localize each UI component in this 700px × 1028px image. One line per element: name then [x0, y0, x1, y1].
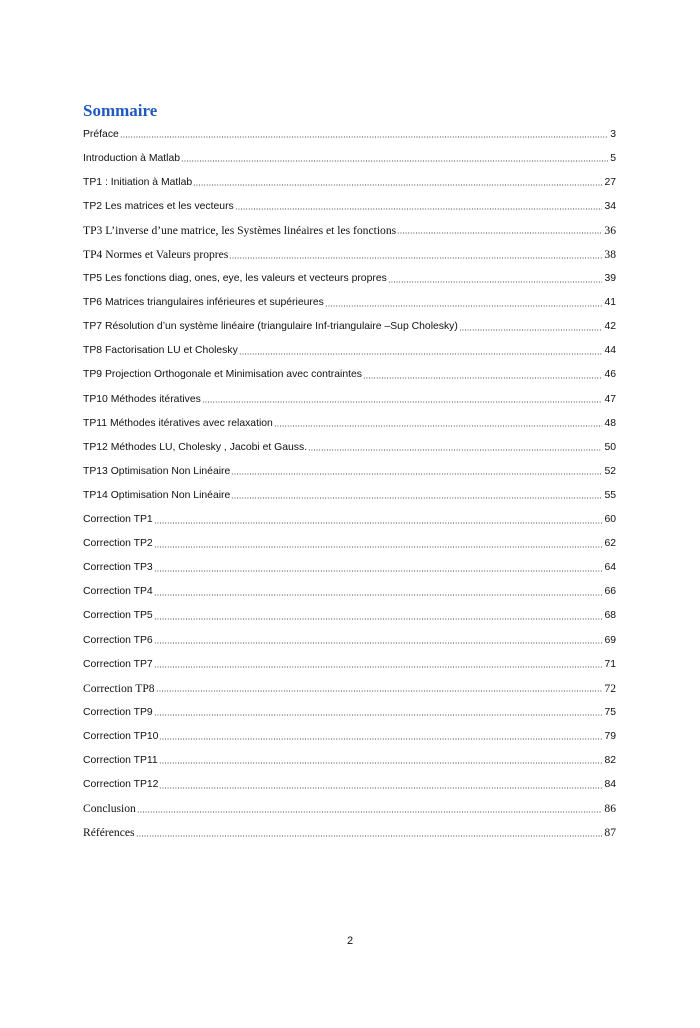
toc-entry-page: 60 [604, 514, 616, 526]
toc-entry-page: 42 [604, 321, 616, 333]
dot-leader [363, 377, 602, 379]
table-of-contents [83, 122, 616, 845]
toc-entry-label: Correction TP5 [83, 610, 153, 622]
toc-entry[interactable] [83, 459, 616, 483]
dot-leader [239, 353, 603, 355]
toc-entry-label: TP2 Les matrices et les vecteurs [83, 200, 234, 212]
toc-entry[interactable] [83, 604, 616, 628]
toc-entry[interactable] [83, 146, 616, 170]
toc-entry-page: 72 [604, 681, 616, 695]
toc-entry[interactable] [83, 773, 616, 797]
toc-entry-page: 75 [604, 706, 616, 718]
toc-entry[interactable] [83, 748, 616, 772]
dot-leader [397, 232, 602, 234]
toc-entry-label: TP4 Normes et Valeurs propres [83, 248, 229, 262]
dot-leader [308, 449, 602, 451]
toc-entry-page: 36 [604, 223, 616, 237]
toc-entry-page: 34 [604, 200, 616, 212]
toc-entry-page: 64 [604, 562, 616, 574]
toc-entry-page: 3 [610, 128, 616, 140]
toc-entry[interactable] [83, 218, 616, 242]
toc-entry-label: TP8 Factorisation LU et Cholesky [83, 345, 238, 357]
dot-leader [159, 762, 603, 764]
toc-entry-page: 46 [604, 369, 616, 381]
dot-leader [235, 208, 603, 210]
toc-entry-label: TP3 L’inverse d’une matrice, les Systèmes linéaires et les fonctions [83, 223, 397, 237]
toc-entry[interactable] [83, 122, 616, 146]
toc-entry-page: 71 [604, 658, 616, 670]
toc-entry-label: TP5 Les fonctions diag, ones, eye, les valeurs et vecteurs propres [83, 273, 387, 285]
toc-entry[interactable] [83, 797, 616, 821]
toc-entry-label: TP13 Optimisation Non Linéaire [83, 465, 231, 477]
toc-entry-page: 86 [604, 802, 616, 816]
toc-entry[interactable] [83, 267, 616, 291]
toc-entry-page: 87 [604, 826, 616, 840]
dot-leader [159, 738, 602, 740]
toc-entry[interactable] [83, 411, 616, 435]
dot-leader [136, 835, 603, 837]
toc-entry[interactable] [83, 580, 616, 604]
toc-entry[interactable] [83, 387, 616, 411]
dot-leader [193, 184, 602, 186]
dot-leader [459, 329, 603, 331]
toc-entry-page: 27 [604, 176, 616, 188]
toc-entry-label: Préface [83, 128, 119, 140]
dot-leader [156, 690, 603, 692]
toc-entry[interactable] [83, 194, 616, 218]
toc-entry-label: Correction TP6 [83, 634, 153, 646]
toc-entry-label: Correction TP4 [83, 586, 153, 598]
dot-leader [181, 160, 608, 162]
dot-leader [325, 305, 603, 307]
toc-entry-page: 84 [604, 779, 616, 791]
dot-leader [137, 811, 603, 813]
toc-entry-page: 48 [604, 417, 616, 429]
toc-entry-page: 66 [604, 586, 616, 598]
toc-entry-label: TP12 Méthodes LU, Cholesky , Jacobi et Gauss. [83, 441, 308, 453]
dot-leader [159, 787, 602, 789]
dot-leader [202, 401, 603, 403]
toc-entry-page: 5 [610, 152, 616, 164]
toc-entry-label: Correction TP8 [83, 681, 155, 695]
toc-entry[interactable] [83, 170, 616, 194]
toc-entry[interactable] [83, 242, 616, 266]
toc-entry[interactable] [83, 724, 616, 748]
dot-leader [154, 594, 603, 596]
toc-entry-label: TP7 Résolution d’un système linéaire (triangulaire Inf-triangulaire –Sup Cholesky) [83, 321, 458, 333]
toc-entry-label: Correction TP10 [83, 730, 159, 742]
toc-entry[interactable] [83, 821, 616, 845]
toc-entry[interactable] [83, 315, 616, 339]
dot-leader [154, 666, 603, 668]
dot-leader [388, 281, 603, 283]
page-number: 2 [346, 935, 354, 947]
toc-entry[interactable] [83, 435, 616, 459]
toc-entry[interactable] [83, 676, 616, 700]
toc-entry[interactable] [83, 363, 616, 387]
dot-leader [154, 546, 603, 548]
toc-entry-page: 82 [604, 754, 616, 766]
toc-entry[interactable] [83, 291, 616, 315]
toc-entry-page: 41 [604, 297, 616, 309]
toc-entry-label: Correction TP3 [83, 562, 153, 574]
toc-entry-label: Correction TP12 [83, 779, 159, 791]
toc-entry[interactable] [83, 700, 616, 724]
toc-entry-label: TP14 Optimisation Non Linéaire [83, 489, 231, 501]
toc-entry-label: TP10 Méthodes itératives [83, 393, 201, 405]
toc-entry-page: 38 [604, 248, 616, 262]
dot-leader [154, 714, 603, 716]
toc-entry[interactable] [83, 556, 616, 580]
toc-entry-label: TP1 : Initiation à Matlab [83, 176, 193, 188]
toc-entry-page: 44 [604, 345, 616, 357]
toc-entry[interactable] [83, 628, 616, 652]
toc-entry-page: 79 [604, 730, 616, 742]
toc-entry-label: Correction TP1 [83, 514, 153, 526]
toc-entry[interactable] [83, 483, 616, 507]
toc-entry-page: 69 [604, 634, 616, 646]
toc-entry-page: 47 [604, 393, 616, 405]
dot-leader [154, 642, 603, 644]
toc-entry-label: Introduction à Matlab [83, 152, 181, 164]
toc-entry-page: 52 [604, 465, 616, 477]
toc-entry[interactable] [83, 339, 616, 363]
toc-entry-page: 50 [604, 441, 616, 453]
toc-entry-page: 68 [604, 610, 616, 622]
toc-entry-label: Correction TP2 [83, 538, 153, 550]
toc-entry-label: Correction TP7 [83, 658, 153, 670]
toc-entry-page: 39 [604, 273, 616, 285]
dot-leader [274, 425, 603, 427]
toc-entry[interactable] [83, 652, 616, 676]
toc-entry-label: TP6 Matrices triangulaires inférieures et supérieures [83, 297, 324, 309]
dot-leader [229, 257, 602, 259]
toc-entry[interactable] [83, 508, 616, 532]
dot-leader [154, 522, 603, 524]
dot-leader [154, 570, 603, 572]
toc-entry-label: Références [83, 826, 135, 840]
dot-leader [154, 618, 603, 620]
toc-entry-page: 62 [604, 538, 616, 550]
toc-entry-label: Correction TP11 [83, 754, 158, 766]
toc-entry-label: Correction TP9 [83, 706, 153, 718]
toc-entry-label: TP9 Projection Orthogonale et Minimisation avec contraintes [83, 369, 362, 381]
dot-leader [231, 497, 602, 499]
toc-entry-page: 55 [604, 489, 616, 501]
dot-leader [120, 136, 608, 138]
toc-entry[interactable] [83, 532, 616, 556]
toc-title: Sommaire [83, 101, 158, 120]
toc-entry-label: Conclusion [83, 802, 136, 816]
dot-leader [231, 473, 602, 475]
toc-entry-label: TP11 Méthodes itératives avec relaxation [83, 417, 273, 429]
